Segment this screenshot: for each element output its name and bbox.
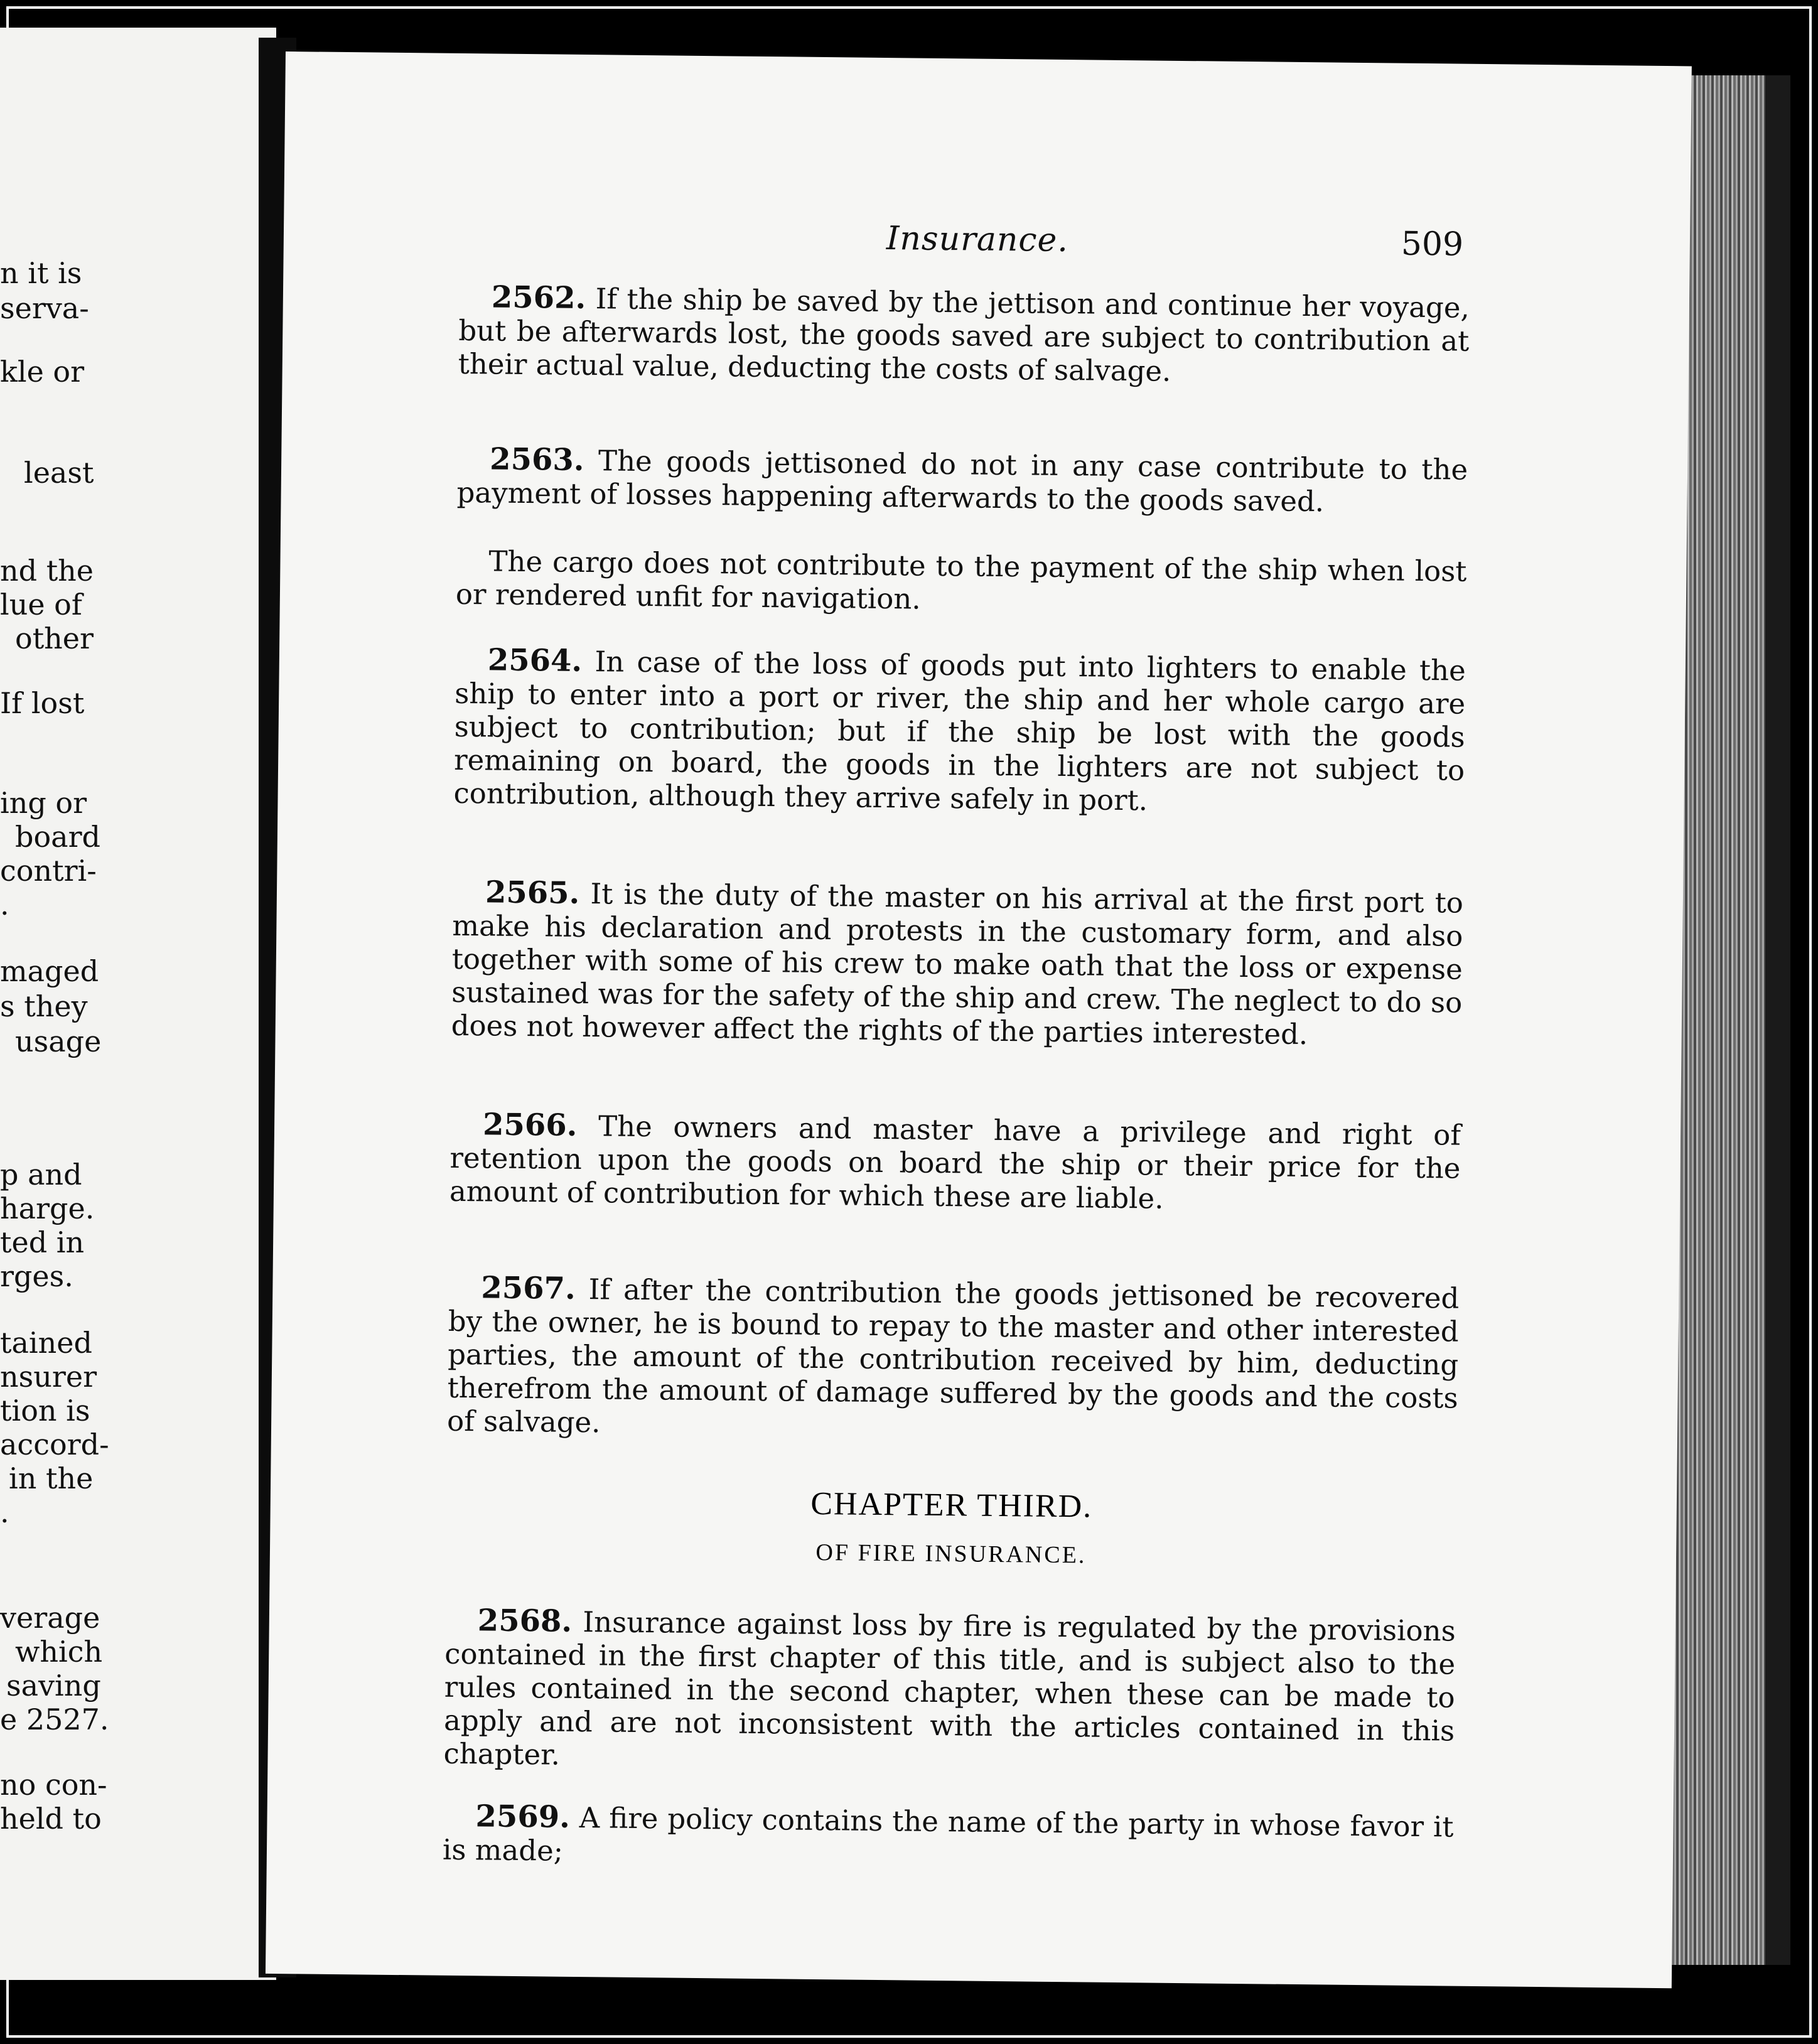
- left-page-fragment: saving: [6, 1669, 101, 1702]
- left-page-fragment: e 2527.: [0, 1702, 109, 1736]
- left-page-fragment: usage: [15, 1025, 102, 1058]
- left-page-fragment: tained: [0, 1326, 92, 1360]
- section-number: 2563.: [489, 441, 584, 478]
- left-page-fragment: least: [24, 456, 94, 490]
- left-page-fragment: harge.: [0, 1191, 95, 1225]
- left-page-fragment: s they: [0, 989, 88, 1023]
- section-number: 2565.: [485, 874, 580, 911]
- section-number: 2569.: [475, 1799, 571, 1835]
- section-number: 2566.: [482, 1107, 578, 1143]
- section-text: Insurance against loss by fire is regulated by the provisions contained in the first chapter of this title, and is subject also to the rules contained in the second chapter, when these can be made to apply and are not inconsistent with the articles contained in this chapter.: [443, 1605, 1456, 1772]
- left-page-fragment: tion is: [0, 1394, 90, 1428]
- left-page-fragment: lue of: [0, 588, 82, 621]
- left-page-fragment: accord-: [0, 1428, 109, 1461]
- section-2566: [449, 1108, 1461, 1218]
- left-page-fragment: kle or: [0, 355, 85, 389]
- left-page-fragment: in the: [9, 1461, 94, 1495]
- left-page-fragment: held to: [0, 1802, 102, 1836]
- section-text: A fire policy contains the name of the party in whose favor it is made;: [442, 1801, 1454, 1868]
- section-2563-continuation: [456, 544, 1467, 621]
- chapter-subheading: OF FIRE INSURANCE.: [815, 1539, 1087, 1569]
- right-page: [266, 51, 1692, 1988]
- left-page-fragment: contri-: [0, 854, 97, 888]
- left-page-fragment: If lost: [0, 686, 85, 720]
- left-page-fragment: nsurer: [0, 1360, 97, 1394]
- section-2565: [451, 876, 1463, 1053]
- left-page-fragment: other: [15, 621, 94, 655]
- left-page-fragment: board: [15, 820, 101, 854]
- left-page-fragment: verage: [0, 1601, 100, 1635]
- left-page-fragment: nd the: [0, 554, 94, 588]
- section-text: It is the duty of the master on his arrival at the first port to make his declaration and protests in the customary form, and also together with some of his crew to make oath that the loss or expense sustained was for the safety of the ship and crew. The neglect to do so does not however affect the rights of the parties interested.: [451, 877, 1464, 1052]
- section-text: If after the contribution the goods jettisoned be recovered by the owner, he is bound to repay to the master and other interested parties, the amount of the contribution received by him, deducting therefrom the amount of damage suffered by the goods and the costs of salvage.: [446, 1272, 1460, 1439]
- section-2568: [443, 1604, 1456, 1781]
- left-page-fragment: .: [0, 888, 9, 922]
- page-number: 509: [1401, 225, 1464, 264]
- section-text: If the ship be saved by the jettison and continue her voyage, but be afterwards lost, the goods saved are subject to contribution at their actual value, deducting the costs of salvage.: [458, 282, 1470, 388]
- left-page-fragment: .: [0, 1495, 9, 1529]
- left-page-fragment: which: [15, 1635, 103, 1669]
- section-number: 2564.: [487, 642, 583, 679]
- section-number: 2567.: [481, 1270, 576, 1306]
- left-page-fragment: n it is: [0, 256, 82, 290]
- book-edge-shadow: [1765, 75, 1790, 1965]
- section-text: The cargo does not contribute to the payment of the ship when lost or rendered unfit for navigation.: [455, 544, 1467, 616]
- section-2562: [458, 281, 1470, 391]
- left-page-fragment: rges.: [0, 1259, 73, 1293]
- left-page-fragment: maged: [0, 954, 99, 988]
- running-head: Insurance.: [886, 220, 1069, 260]
- left-page-fragment: serva-: [0, 291, 89, 325]
- left-page-fragment: ted in: [0, 1225, 85, 1259]
- section-number: 2562.: [491, 279, 586, 316]
- section-2567: [447, 1271, 1460, 1448]
- section-text: The owners and master have a privilege and right of retention upon the goods on board the ship or their price for the amount of contribution for which these are liable.: [449, 1109, 1461, 1215]
- section-number: 2568.: [477, 1603, 573, 1639]
- section-text: The goods jettisoned do not in any case contribute to the payment of losses happening afterwards to the goods saved.: [456, 444, 1468, 519]
- section-2569: [443, 1800, 1454, 1877]
- section-text: In case of the loss of goods put into lighters to enable the ship to enter into a port or river, the ship and her whole cargo are subject to contribution; but if the ship be lost with the goods remaining on board, the goods in the lighters are not subject to contribution, although they arrive safely in port.: [453, 645, 1466, 817]
- left-page: [0, 28, 276, 1980]
- chapter-heading: CHAPTER THIRD.: [810, 1485, 1093, 1525]
- section-2564: [453, 643, 1466, 820]
- section-2563: [456, 443, 1468, 520]
- left-page-fragment: p and: [0, 1158, 82, 1191]
- left-page-fragment: ing or: [0, 786, 87, 820]
- left-page-fragment: no con-: [0, 1768, 107, 1802]
